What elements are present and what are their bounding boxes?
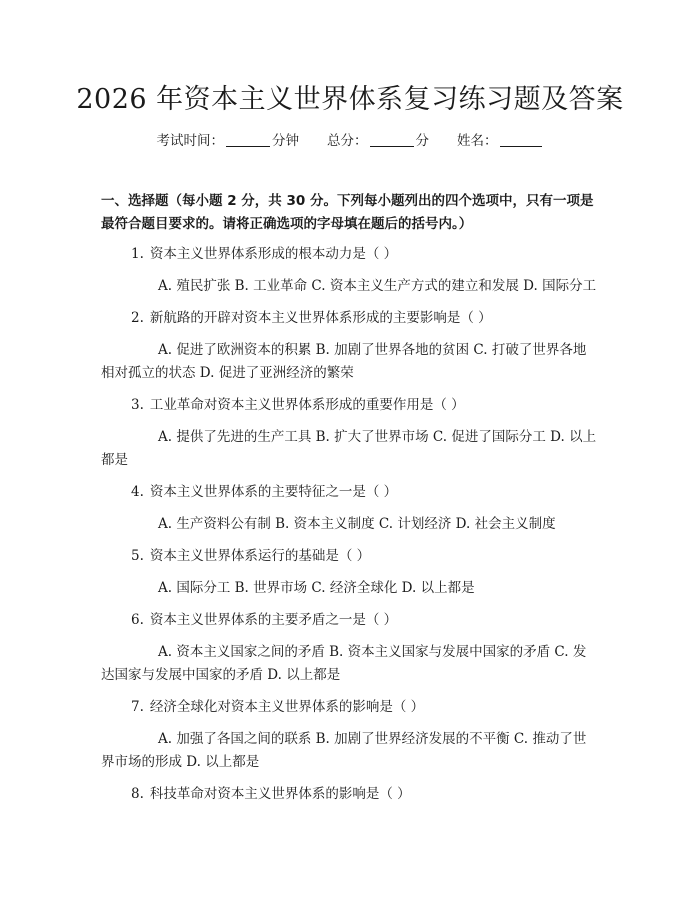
question-options: A. 资本主义国家之间的矛盾 B. 资本主义国家与发展中国家的矛盾 C. 发达国家与发展中国家的矛盾 D. 以上都是	[101, 644, 587, 683]
time-unit: 分钟	[272, 133, 299, 149]
question-item	[101, 394, 597, 472]
question-stem	[101, 307, 597, 330]
question-stem	[101, 609, 597, 632]
name-label: 姓名：	[457, 133, 498, 149]
score-label: 总分：	[327, 133, 368, 149]
name-blank	[500, 132, 542, 147]
question-options: A. 提供了先进的生产工具 B. 扩大了世界市场 C. 促进了国际分工 D. 以上都是	[101, 429, 597, 468]
question-stem	[101, 243, 597, 266]
score-blank	[370, 132, 414, 147]
question-item	[101, 609, 597, 687]
question-stem	[101, 481, 597, 504]
section-header: 一、选择题（每小题 2 分，共 30 分。下列每小题列出的四个选项中，只有一项是最符合题目要求的。请将正确选项的字母填在题后的括号内。）	[101, 193, 594, 232]
question-number: 2.	[131, 310, 144, 326]
question-number: 8.	[131, 786, 144, 802]
question-text: 资本主义世界体系运行的基础是（ ）	[149, 548, 371, 564]
question-text: 工业革命对资本主义世界体系形成的重要作用是（ ）	[149, 397, 465, 413]
question-text: 科技革命对资本主义世界体系的影响是（ ）	[149, 786, 411, 802]
question-number: 6.	[131, 612, 144, 628]
question-number: 3.	[131, 397, 144, 413]
question-number: 4.	[131, 484, 144, 500]
question-options: A. 促进了欧洲资本的积累 B. 加剧了世界各地的贫困 C. 打破了世界各地相对孤立的状态 D. 促进了亚洲经济的繁荣	[101, 342, 587, 381]
question-stem	[101, 394, 597, 417]
question-stem	[101, 545, 597, 568]
time-blank	[226, 132, 270, 147]
question-number: 7.	[131, 699, 144, 715]
question-list	[101, 243, 597, 806]
question-item	[101, 783, 597, 806]
question-text: 经济全球化对资本主义世界体系的影响是（ ）	[149, 699, 425, 715]
question-number: 1.	[131, 246, 144, 262]
question-item	[101, 545, 597, 600]
question-item	[101, 481, 597, 536]
question-options: A. 殖民扩张 B. 工业革命 C. 资本主义生产方式的建立和发展 D. 国际分工	[158, 278, 597, 294]
question-text: 新航路的开辟对资本主义世界体系形成的主要影响是（ ）	[149, 310, 492, 326]
question-text: 资本主义世界体系的主要特征之一是（ ）	[149, 484, 398, 500]
document-title: 2026 年资本主义世界体系复习练习题及答案	[76, 84, 624, 115]
exam-meta-line	[0, 131, 700, 151]
question-item	[101, 307, 597, 385]
question-stem	[101, 783, 597, 806]
score-unit: 分	[415, 133, 429, 149]
question-text: 资本主义世界体系的主要矛盾之一是（ ）	[149, 612, 398, 628]
question-number: 5.	[131, 548, 144, 564]
time-label: 考试时间：	[156, 133, 224, 149]
question-stem	[101, 696, 597, 719]
question-item	[101, 243, 597, 298]
question-options: A. 生产资料公有制 B. 资本主义制度 C. 计划经济 D. 社会主义制度	[158, 516, 556, 532]
question-item	[101, 696, 597, 774]
question-options: A. 加强了各国之间的联系 B. 加剧了世界经济发展的不平衡 C. 推动了世界市场的形成 D. 以上都是	[101, 731, 587, 770]
question-text: 资本主义世界体系形成的根本动力是（ ）	[149, 246, 398, 262]
question-options: A. 国际分工 B. 世界市场 C. 经济全球化 D. 以上都是	[158, 580, 475, 596]
